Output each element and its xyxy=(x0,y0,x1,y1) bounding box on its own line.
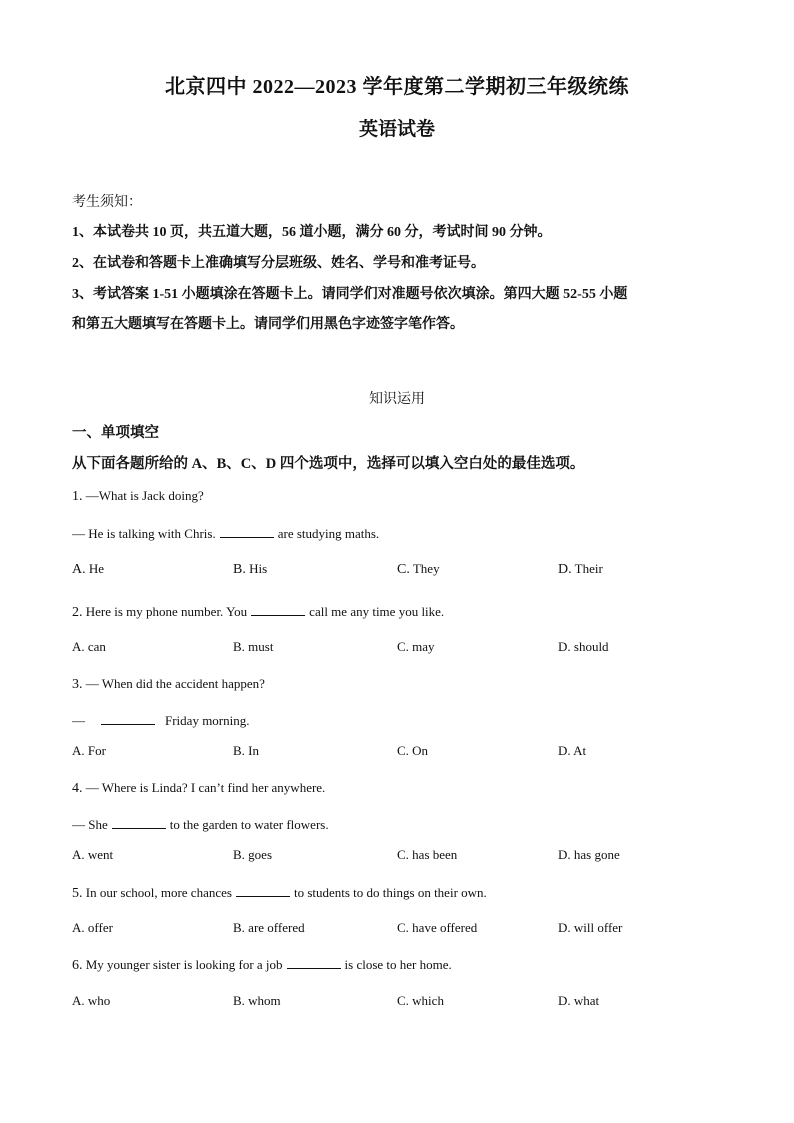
answer-blank xyxy=(236,884,290,897)
question-text: Here is my phone number. You xyxy=(82,604,248,619)
option-a: A. can xyxy=(72,639,106,654)
option-d: D. has gone xyxy=(558,847,620,862)
option-a: A. For xyxy=(72,743,106,758)
question-2-line-1 xyxy=(72,603,444,621)
question-number: 3. xyxy=(72,677,83,692)
part-heading: 一、单项填空 xyxy=(72,425,159,441)
option-c: C. They xyxy=(397,561,440,577)
question-text: are studying maths. xyxy=(277,526,380,541)
option-d: D. At xyxy=(558,743,587,758)
option-c: C. may xyxy=(397,639,435,654)
option-b: B. In xyxy=(233,743,260,758)
question-4-line-1 xyxy=(72,780,325,797)
option-b: B. His xyxy=(233,561,268,577)
notice-heading: 考生须知： xyxy=(72,195,142,210)
question-text: — He is talking with Chris. xyxy=(72,526,216,541)
option-c: C. has been xyxy=(397,847,458,862)
notice-line-4: 和第五大题填写在答题卡上。请同学们用黑色字迹签字笔作答。 xyxy=(72,317,464,332)
question-text: — When did the accident happen? xyxy=(82,676,265,691)
question-number: 4. xyxy=(72,781,83,796)
question-3-line-1 xyxy=(72,676,265,693)
question-number: 5. xyxy=(72,886,83,901)
question-text: Friday morning. xyxy=(165,713,250,728)
option-b: B. must xyxy=(233,639,274,654)
question-1-line-1 xyxy=(72,488,204,505)
question-3-line-2 xyxy=(72,712,250,729)
answer-blank xyxy=(220,525,274,538)
question-2-options xyxy=(72,639,722,657)
question-number: 1. xyxy=(72,489,83,504)
option-b: B. whom xyxy=(233,993,281,1008)
option-d: D. Their xyxy=(558,561,603,577)
question-1-line-2 xyxy=(72,525,379,542)
notice-line-1: 1、本试卷共 10 页，共五道大题，56 道小题，满分 60 分，考试时间 90 分钟。 xyxy=(72,225,552,240)
notice-line-3: 3、考试答案 1-51 小题填涂在答题卡上。请同学们对准题号依次填涂。第四大题 52-55 小题 xyxy=(72,287,628,302)
question-6-line-1 xyxy=(72,956,452,974)
option-a: A. who xyxy=(72,993,111,1008)
question-4-line-2 xyxy=(72,816,329,833)
option-a: A. went xyxy=(72,847,114,862)
option-a: A. He xyxy=(72,561,105,577)
answer-blank xyxy=(112,816,166,829)
answer-blank xyxy=(251,603,305,616)
question-text: — xyxy=(72,713,85,728)
option-c: C. On xyxy=(397,743,429,758)
option-c: C. have offered xyxy=(397,920,478,935)
question-5-line-1 xyxy=(72,884,487,902)
question-text: — Where is Linda? I can’t find her anywhere. xyxy=(82,780,326,795)
question-text: My younger sister is looking for a job xyxy=(82,957,283,972)
option-c: C. which xyxy=(397,993,444,1008)
answer-blank xyxy=(101,712,155,725)
option-d: D. should xyxy=(558,639,609,654)
question-number: 6. xyxy=(72,958,83,973)
option-a: A. offer xyxy=(72,920,113,935)
question-4-options xyxy=(72,847,722,865)
question-text: call me any time you like. xyxy=(309,604,445,619)
question-1-options xyxy=(72,561,722,579)
option-d: D. what xyxy=(558,993,600,1008)
answer-blank xyxy=(287,956,341,969)
option-d: D. will offer xyxy=(558,920,623,935)
exam-title: 北京四中 2022—2023 学年度第二学期初三年级统练 xyxy=(165,76,629,98)
exam-subtitle: 英语试卷 xyxy=(358,119,435,140)
question-text: to students to do things on their own. xyxy=(293,885,487,900)
part-instruction: 从下面各题所给的 A、B、C、D 四个选项中，选择可以填入空白处的最佳选项。 xyxy=(72,456,585,472)
question-text: —What is Jack doing? xyxy=(82,488,204,503)
question-3-options xyxy=(72,743,722,761)
question-text: In our school, more chances xyxy=(82,885,232,900)
option-b: B. goes xyxy=(233,847,273,862)
question-5-options xyxy=(72,920,722,938)
question-text: — She xyxy=(72,817,108,832)
notice-line-2: 2、在试卷和答题卡上准确填写分层班级、姓名、学号和准考证号。 xyxy=(72,256,485,271)
question-text: is close to her home. xyxy=(344,957,452,972)
question-text: to the garden to water flowers. xyxy=(169,817,329,832)
question-6-options xyxy=(72,993,722,1011)
question-number: 2. xyxy=(72,605,83,620)
option-b: B. are offered xyxy=(233,920,305,935)
section-title: 知识运用 xyxy=(369,392,425,407)
